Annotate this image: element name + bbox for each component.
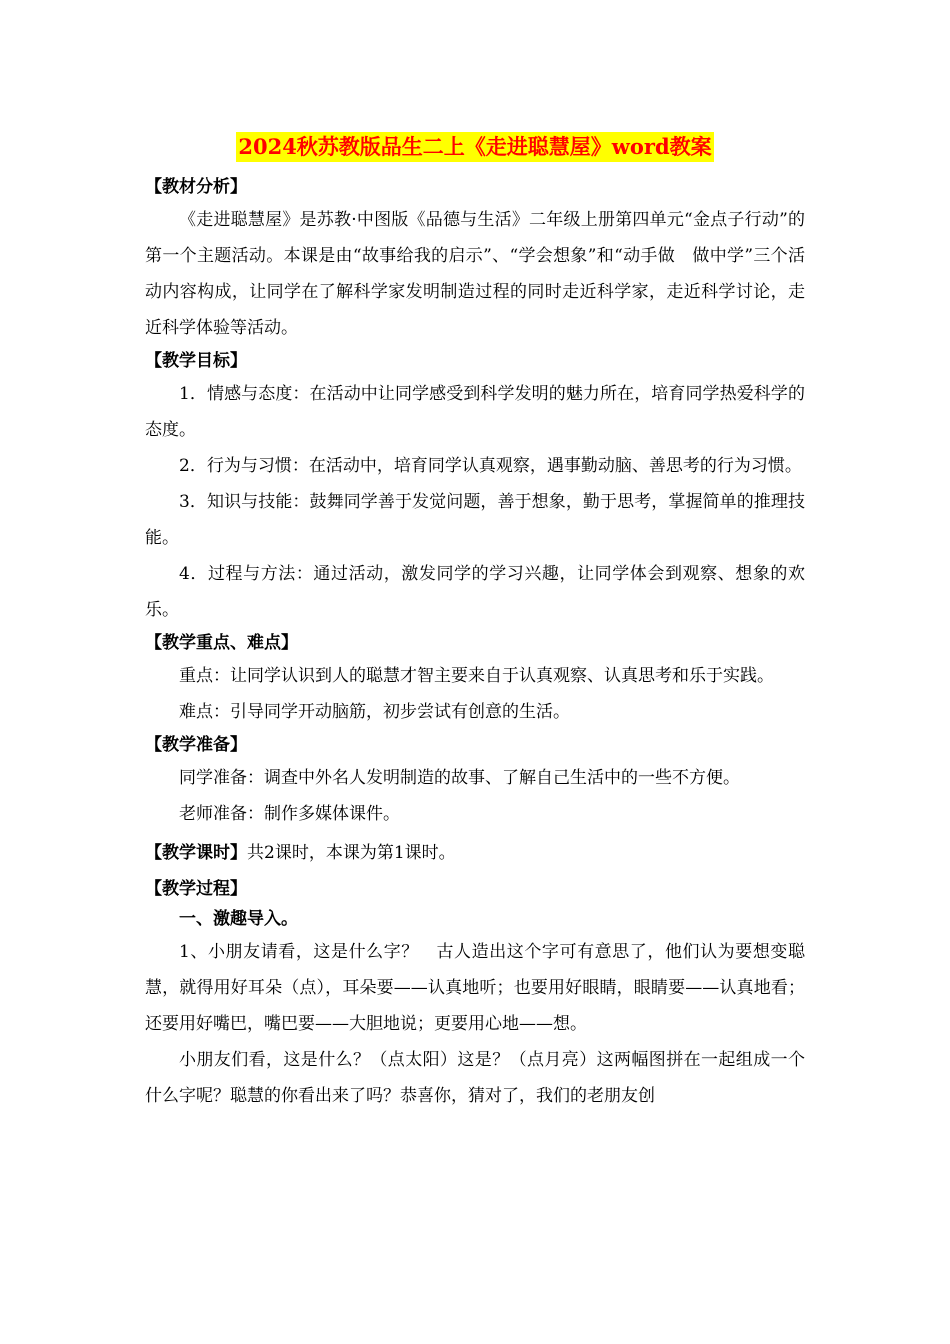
heading-preparation: 【教学准备】 [145, 735, 247, 755]
heading-key-points: 【教学重点、难点】 [145, 633, 298, 653]
heading-hours: 【教学课时】 [145, 843, 247, 863]
analysis-paragraph: 《走进聪慧屋》是苏教·中图版《品德与生活》二年级上册第四单元“金点子行动”的第一个主题活动。本课是由“故事给我的启示”、“学会想象”和“动手做 做中学”三个活动内容构成，让同学在了解科学家发明制造过程的同时走近科学家，走近科学讨论，走近科学体验等活动。 [145, 210, 805, 338]
heading-process: 【教学过程】 [145, 879, 247, 899]
prep-teacher: 老师准备：制作多媒体课件。 [179, 804, 400, 824]
key-point-difficulty: 难点：引导同学开动脑筋，初步尝试有创意的生活。 [179, 702, 570, 722]
hours-line [145, 838, 805, 868]
goal-item-1: 1．情感与态度：在活动中让同学感受到科学发明的魅力所在，培育同学热爱科学的态度。 [145, 384, 805, 440]
process-paragraph-1: 1、小朋友请看，这是什么字？ 古人造出这个字可有意思了，他们认为要想变聪慧，就得用好耳朵（点），耳朵要——认真地听；也要用好眼睛，眼睛要——认真地看；还要用好嘴巴，嘴巴要——大胆地说；更要用心地——想。 [145, 942, 805, 1034]
title-wrap [0, 132, 950, 162]
hours-text: 共2课时，本课为第1课时。 [247, 843, 456, 863]
document-title: 2024秋苏教版品生二上《走进聪慧屋》word教案 [236, 132, 713, 162]
prep-students: 同学准备：调查中外名人发明制造的故事、了解自己生活中的一些不方便。 [179, 768, 740, 788]
process-step-1: 一、激趣导入。 [179, 909, 298, 929]
key-point-focus: 重点：让同学认识到人的聪慧才智主要来自于认真观察、认真思考和乐于实践。 [179, 666, 774, 686]
process-paragraph-2: 小朋友们看，这是什么？（点太阳）这是？（点月亮）这两幅图拼在一起组成一个什么字呢？聪慧的你看出来了吗？恭喜你，猜对了，我们的老朋友创 [145, 1050, 805, 1106]
heading-analysis: 【教材分析】 [145, 177, 247, 197]
goal-item-3: 3．知识与技能：鼓舞同学善于发觉问题，善于想象，勤于思考，掌握简单的推理技能。 [145, 492, 805, 548]
goal-item-2: 2．行为与习惯：在活动中，培育同学认真观察，遇事勤动脑、善思考的行为习惯。 [179, 456, 802, 476]
document-body [145, 172, 805, 1114]
heading-goals: 【教学目标】 [145, 351, 247, 371]
goal-item-4: 4．过程与方法：通过活动，激发同学的学习兴趣，让同学体会到观察、想象的欢乐。 [145, 564, 805, 620]
